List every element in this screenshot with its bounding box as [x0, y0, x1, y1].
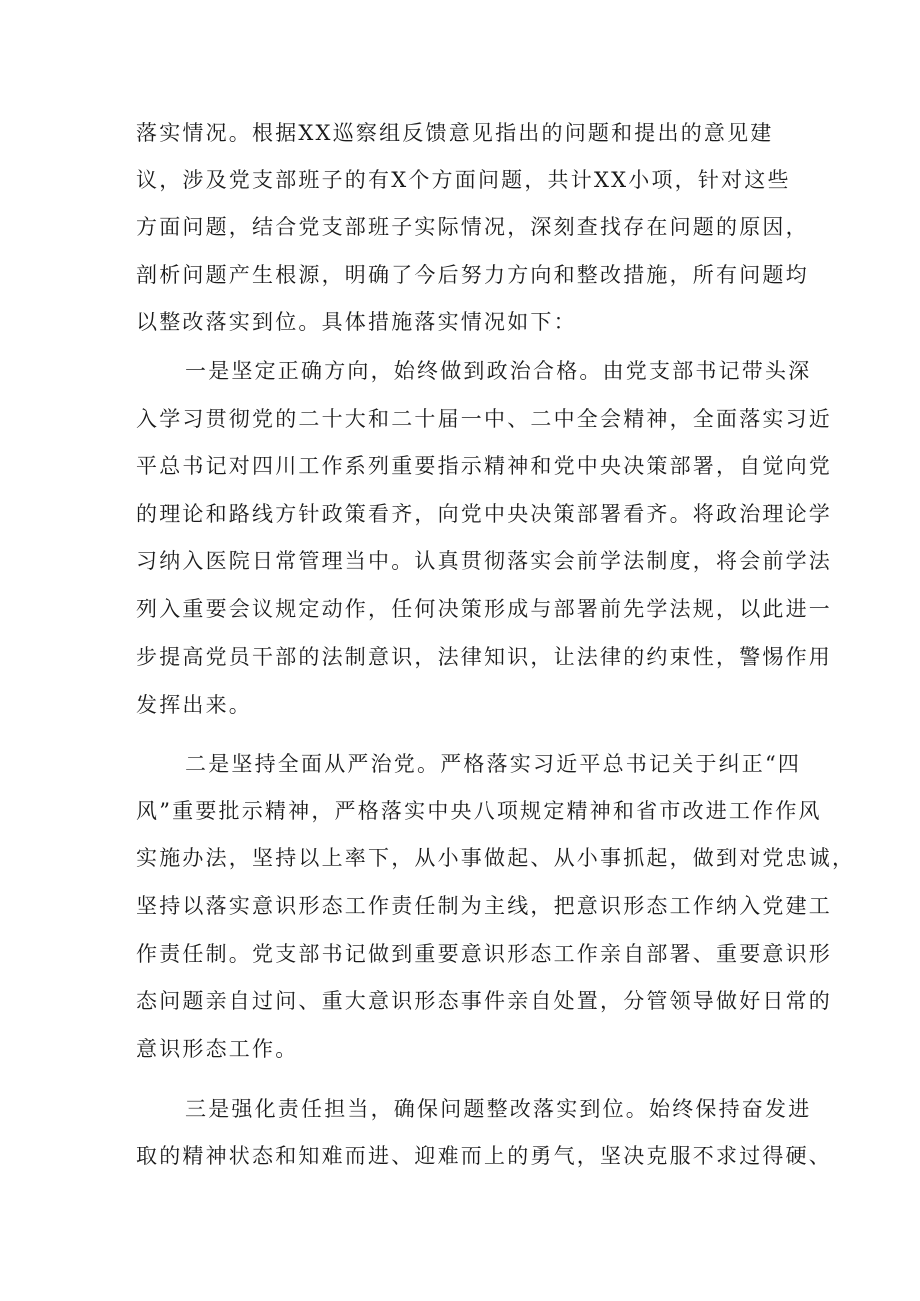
body-text-line: 作责任制。党支部书记做到重要意识形态工作亲自部署、重要意识形 — [136, 942, 832, 966]
body-text-line: 取的精神状态和知难而进、迎难而上的勇气，坚决克服不求过得硬、 — [136, 1144, 832, 1168]
body-text-line: 落实情况。根据XX巡察组反馈意见指出的问题和提出的意见建 — [136, 121, 774, 145]
body-text-line: 实施办法，坚持以上率下，从小事做起、从小事抓起，做到对党忠诚， — [136, 846, 856, 870]
body-text-line: 态问题亲自过问、重大意识形态事件亲自处置，分管领导做好日常的 — [136, 989, 832, 1013]
body-text-line: 风”重要批示精神，严格落实中央八项规定精神和省市改进工作作风 — [136, 799, 822, 823]
paragraph-1-first-line: 一是坚定正确方向，始终做到政治合格。由党支部书记带头深 — [185, 359, 812, 383]
body-text-line: 平总书记对四川工作系列重要指示精神和党中央决策部署，自觉向党 — [136, 454, 832, 478]
body-text-line: 坚持以落实意识形态工作责任制为主线，把意识形态工作纳入党建工 — [136, 894, 832, 918]
body-text-line: 习纳入医院日常管理当中。认真贯彻落实会前学法制度，将会前学法 — [136, 549, 832, 573]
body-text-line: 剖析问题产生根源，明确了今后努力方向和整改措施，所有问题均 — [136, 263, 809, 287]
body-text-line: 列入重要会议规定动作，任何决策形成与部署前先学法规，以此进一 — [136, 597, 832, 621]
body-text-line: 意识形态工作。 — [136, 1037, 299, 1061]
body-text-line: 议，涉及党支部班子的有X个方面问题，共计XX小项，针对这些 — [136, 168, 791, 192]
body-text-line: 发挥出来。 — [136, 693, 252, 717]
paragraph-3-first-line: 三是强化责任担当，确保问题整改落实到位。始终保持奋发进 — [185, 1097, 812, 1121]
body-text-line: 以整改落实到位。具体措施落实情况如下： — [136, 310, 577, 334]
body-text-line: 的理论和路线方针政策看齐，向党中央决策部署看齐。将政治理论学 — [136, 502, 832, 526]
body-text-line: 步提高党员干部的法制意识，法律知识，让法律的约束性，警惕作用 — [136, 645, 832, 669]
paragraph-2-first-line: 二是坚持全面从严治党。严格落实习近平总书记关于纠正“四 — [185, 752, 802, 776]
body-text-line: 方面问题，结合党支部班子实际情况，深刻查找存在问题的原因， — [136, 215, 809, 239]
body-text-line: 入学习贯彻党的二十大和二十届一中、二中全会精神，全面落实习近 — [136, 407, 832, 431]
